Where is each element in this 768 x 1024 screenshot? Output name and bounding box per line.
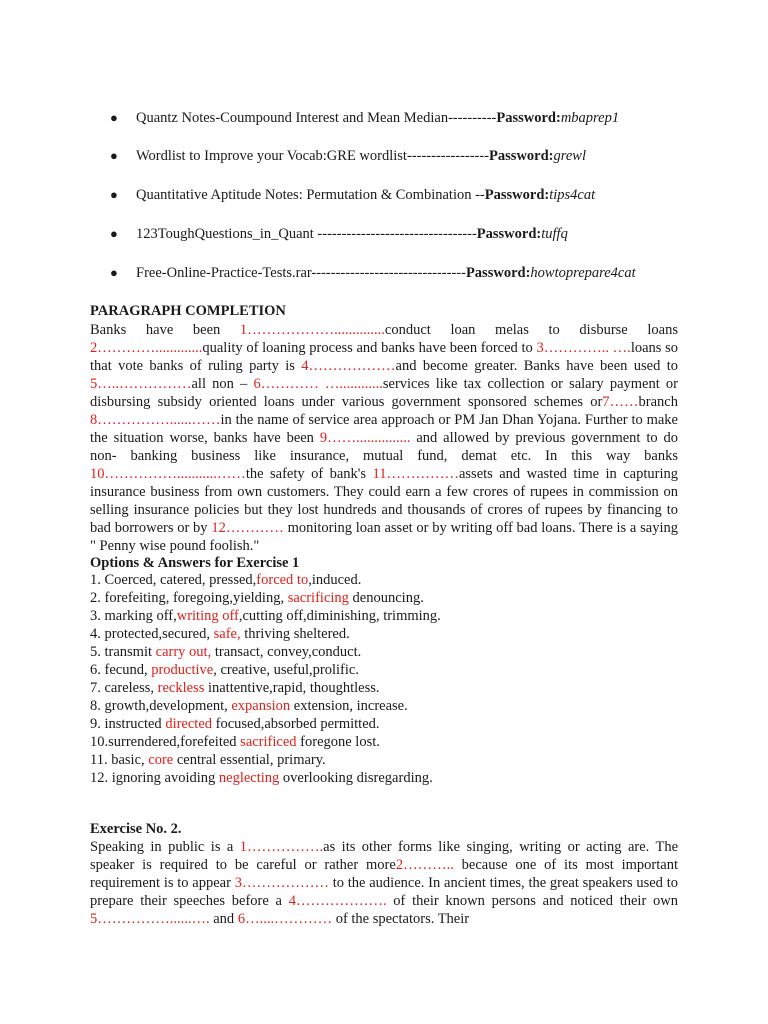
- text-run: Speaking in public is a: [90, 839, 240, 855]
- blank-marker: 6…....…………: [237, 911, 333, 927]
- option-item: [90, 571, 441, 589]
- option-item: [90, 661, 441, 679]
- option-item: [90, 643, 441, 661]
- blank-marker: 1…………….: [239, 839, 324, 855]
- option-answer: core: [148, 752, 174, 768]
- option-choices: foregone lost.: [296, 734, 380, 750]
- blank-marker: 5……………......….: [90, 911, 210, 927]
- password-label: Password:: [465, 265, 531, 281]
- blank-marker: 3………….. ….: [536, 340, 631, 356]
- option-choices: 5. transmit: [90, 644, 156, 660]
- option-choices: , creative, useful,prolific.: [213, 662, 359, 678]
- text-run: as its other forms like singing, writing or acting are. The speaker is required to be careful or rather more: [90, 839, 678, 873]
- text-run: Banks have been: [90, 322, 240, 338]
- bullet-icon: ●: [110, 148, 118, 163]
- option-answer: sacrificed: [240, 734, 297, 750]
- options-list: [90, 571, 441, 787]
- blank-marker: 2………….............: [90, 340, 203, 356]
- password-value: mbaprep1: [560, 110, 620, 126]
- option-answer: carry out,: [155, 644, 212, 660]
- option-answer: safe,: [213, 626, 241, 642]
- option-choices: overlooking disregarding.: [279, 770, 433, 786]
- blank-marker: 4……………….: [288, 893, 387, 909]
- password-label: Password:: [484, 187, 550, 203]
- blank-marker: 6………… …............: [253, 376, 383, 392]
- password-label: Password:: [489, 148, 554, 164]
- blank-marker: 2………..: [395, 857, 454, 873]
- paragraph-completion-text: [90, 321, 678, 555]
- option-choices: 12. ignoring avoiding: [90, 770, 219, 786]
- blank-marker: 11……………: [372, 466, 459, 482]
- option-choices: 7. careless,: [90, 680, 158, 696]
- option-choices: 3. marking off,: [90, 608, 177, 624]
- option-choices: central essential, primary.: [173, 752, 326, 768]
- text-run: services like tax collection or salary payment or disbursing subsidy oriented loans under various government sponsored schemes or: [90, 376, 678, 410]
- text-run: quality of loaning process and banks have been forced to: [202, 340, 537, 356]
- password-value: howtoprepare4cat: [530, 265, 636, 281]
- option-item: [90, 751, 441, 769]
- option-answer: forced to: [256, 572, 309, 588]
- blank-marker: 3………………: [234, 875, 329, 891]
- option-item: [90, 769, 441, 787]
- option-choices: transact, convey,conduct.: [211, 644, 362, 660]
- link-text[interactable]: Wordlist to Improve your Vocab:GRE wordlist-----------------: [136, 148, 490, 164]
- text-run: because one of its most important requirement is to appear: [90, 857, 678, 891]
- text-run: all non –: [191, 376, 254, 392]
- option-choices: 10.surrendered,forefeited: [90, 734, 241, 750]
- option-choices: inattentive,rapid, thoughtless.: [204, 680, 380, 696]
- option-choices: 8. growth,development,: [90, 698, 232, 714]
- password-label: Password:: [476, 226, 542, 242]
- option-answer: sacrificing: [287, 590, 349, 606]
- option-answer: writing off: [176, 608, 239, 624]
- exercise-2-text: [90, 838, 678, 928]
- text-run: and: [209, 911, 238, 927]
- option-choices: 4. protected,secured,: [90, 626, 214, 642]
- option-choices: 2. forefeiting, foregoing,yielding,: [90, 590, 288, 606]
- option-choices: ,induced.: [308, 572, 362, 588]
- text-run: and become greater. Banks have been used to: [395, 358, 678, 374]
- blank-marker: 5…..……………: [90, 376, 192, 392]
- option-item: [90, 679, 441, 697]
- option-choices: 9. instructed: [90, 716, 166, 732]
- option-choices: extension, increase.: [290, 698, 408, 714]
- password-label: Password:: [496, 110, 561, 126]
- option-item: [90, 697, 441, 715]
- text-run: branch: [638, 394, 678, 410]
- option-choices: 11. basic,: [90, 752, 149, 768]
- exercise-2-heading: Exercise No. 2.: [90, 821, 182, 837]
- bullet-icon: ●: [110, 110, 118, 125]
- option-item: [90, 607, 441, 625]
- bullet-icon: ●: [110, 226, 118, 241]
- blank-marker: 12…………: [211, 520, 284, 536]
- text-run: of their known persons and noticed their own: [386, 893, 678, 909]
- link-text[interactable]: Quantitative Aptitude Notes: Permutation & Combination --: [136, 187, 485, 203]
- text-run: monitoring loan asset or by writing off bad loans. There is a saying " Penny wise pound foolish.": [90, 520, 678, 554]
- option-item: [90, 625, 441, 643]
- option-choices: denouncing.: [348, 590, 424, 606]
- option-choices: ,cutting off,diminishing, trimming.: [238, 608, 441, 624]
- blank-marker: 4………………: [301, 358, 396, 374]
- password-value: grewl: [553, 148, 586, 164]
- text-run: loans so that vote banks of ruling party is: [90, 340, 679, 374]
- password-value: tips4cat: [549, 187, 596, 203]
- option-answer: neglecting: [218, 770, 280, 786]
- password-value: tuffq: [541, 226, 568, 242]
- text-run: to the audience. In ancient times, the great speakers used to prepare their speeches before a: [90, 875, 678, 909]
- option-item: [90, 715, 441, 733]
- bullet-icon: ●: [110, 265, 118, 280]
- option-answer: productive: [151, 662, 214, 678]
- option-answer: directed: [165, 716, 213, 732]
- bullet-icon: ●: [110, 187, 118, 202]
- blank-marker: 9……...............: [319, 430, 411, 446]
- option-item: [90, 733, 441, 751]
- option-answer: expansion: [231, 698, 291, 714]
- link-text[interactable]: Quantz Notes-Coumpound Interest and Mean Median----------: [136, 110, 497, 126]
- paragraph-completion-heading: PARAGRAPH COMPLETION: [90, 303, 286, 319]
- text-run: assets and wasted time in capturing insurance business from own customers. They could earn a few crores of rupees in commission on selling insurance policies but they lost hundreds and thousands of crores of rupees by financing to bad borrowers or by: [90, 466, 679, 536]
- option-choices: 1. Coerced, catered, pressed,: [90, 572, 257, 588]
- blank-marker: 8……………......……: [90, 412, 221, 428]
- blank-marker: 7……: [602, 394, 639, 410]
- options-heading: Options & Answers for Exercise 1: [90, 555, 300, 571]
- option-item: [90, 589, 441, 607]
- text-run: of the spectators. Their: [332, 911, 470, 927]
- option-answer: reckless: [157, 680, 205, 696]
- option-choices: thriving sheltered.: [240, 626, 350, 642]
- link-text[interactable]: 123ToughQuestions_in_Quant ---------------------------------: [136, 226, 477, 242]
- option-choices: focused,absorbed permitted.: [212, 716, 380, 732]
- option-choices: 6. fecund,: [90, 662, 152, 678]
- link-text[interactable]: Free-Online-Practice-Tests.rar--------------------------------: [136, 265, 466, 281]
- text-run: in the name of service area approach or PM Jan Dhan Yojana. Further to make the situation worse, banks have been: [90, 412, 678, 446]
- text-run: and allowed by previous government to do non- banking business like insurance, mutual fund, demat etc. In this way banks: [90, 430, 678, 464]
- text-run: conduct loan melas to disburse loans: [384, 322, 678, 338]
- blank-marker: 1………………..............: [239, 322, 385, 338]
- blank-marker: 10……………...........……: [90, 466, 246, 482]
- text-run: the safety of bank's: [245, 466, 373, 482]
